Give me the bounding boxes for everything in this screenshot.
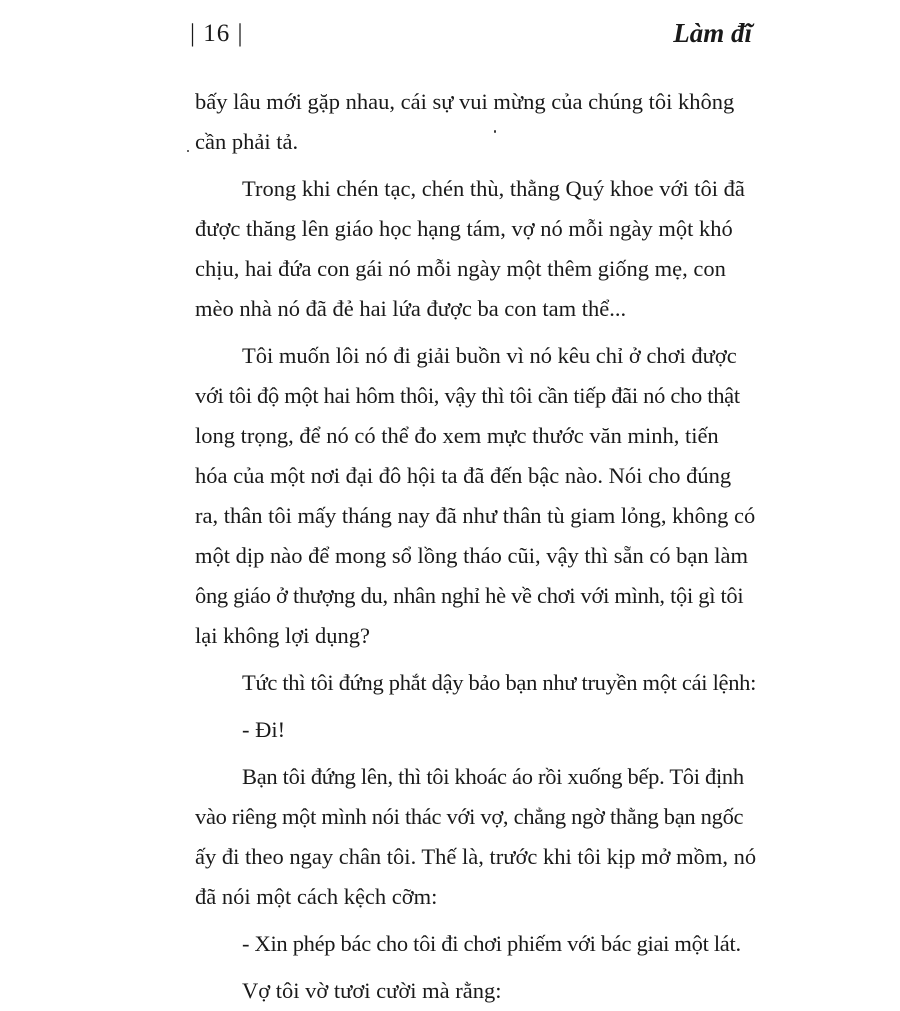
text-line: Tôi muốn lôi nó đi giải buồn vì nó kêu chỉ ở chơi được	[242, 343, 737, 368]
text-line: được thăng lên giáo học hạng tám, vợ nó mỗi ngày một khó	[195, 216, 733, 241]
text-line: mèo nhà nó đã đẻ hai lứa được ba con tam thể...	[195, 296, 627, 321]
print-speck	[494, 130, 496, 133]
paragraph	[195, 924, 755, 964]
text-line: bấy lâu mới gặp nhau, cái sự vui mừng của chúng tôi không	[195, 89, 735, 114]
text-line: lại không lợi dụng?	[195, 623, 371, 648]
paragraph	[195, 757, 755, 917]
paragraph	[195, 336, 755, 656]
print-speck	[187, 150, 189, 152]
page-number: | 16 |	[190, 20, 244, 47]
text-line: ấy đi theo ngay chân tôi. Thế là, trước khi tôi kịp mở mồm, nó	[195, 844, 757, 869]
text-line: long trọng, để nó có thể đo xem mực thước văn minh, tiến	[195, 423, 719, 448]
text-line: đã nói một cách kệch cỡm:	[195, 884, 438, 909]
page-header	[0, 18, 900, 58]
paragraph	[195, 169, 755, 329]
text-line: Tức thì tôi đứng phắt dậy bảo bạn như truyền một cái lệnh:	[242, 670, 757, 695]
text-line: chịu, hai đứa con gái nó mỗi ngày một thêm giống mẹ, con	[195, 256, 726, 281]
text-line: với tôi độ một hai hôm thôi, vậy thì tôi cần tiếp đãi nó cho thật	[195, 383, 740, 408]
text-line: - Đi!	[242, 717, 286, 742]
text-line: - Xin phép bác cho tôi đi chơi phiếm với bác giai một lát.	[242, 931, 741, 956]
text-line: hóa của một nơi đại đô hội ta đã đến bậc nào. Nói cho đúng	[195, 463, 732, 488]
running-title: Làm đĩ	[673, 18, 752, 48]
text-line: Trong khi chén tạc, chén thù, thằng Quý khoe với tôi đã	[242, 176, 745, 201]
body-text	[195, 82, 755, 1011]
paragraph	[195, 663, 755, 703]
text-line: cần phải tả.	[195, 129, 299, 154]
text-line: vào riêng một mình nói thác với vợ, chẳng ngờ thằng bạn ngốc	[195, 804, 744, 829]
paragraph	[195, 82, 755, 162]
paragraph	[195, 971, 755, 1011]
text-line: ông giáo ở thượng du, nhân nghỉ hè về chơi với mình, tội gì tôi	[195, 583, 744, 608]
text-line: ra, thân tôi mấy tháng nay đã như thân tù giam lỏng, không có	[195, 503, 756, 528]
text-line: Vợ tôi vờ tươi cười mà rằng:	[242, 978, 502, 1003]
paragraph	[195, 710, 755, 750]
text-line: Bạn tôi đứng lên, thì tôi khoác áo rồi xuống bếp. Tôi định	[242, 764, 744, 789]
text-line: một dịp nào để mong sổ lồng tháo cũi, vậy thì sẵn có bạn làm	[195, 543, 749, 568]
